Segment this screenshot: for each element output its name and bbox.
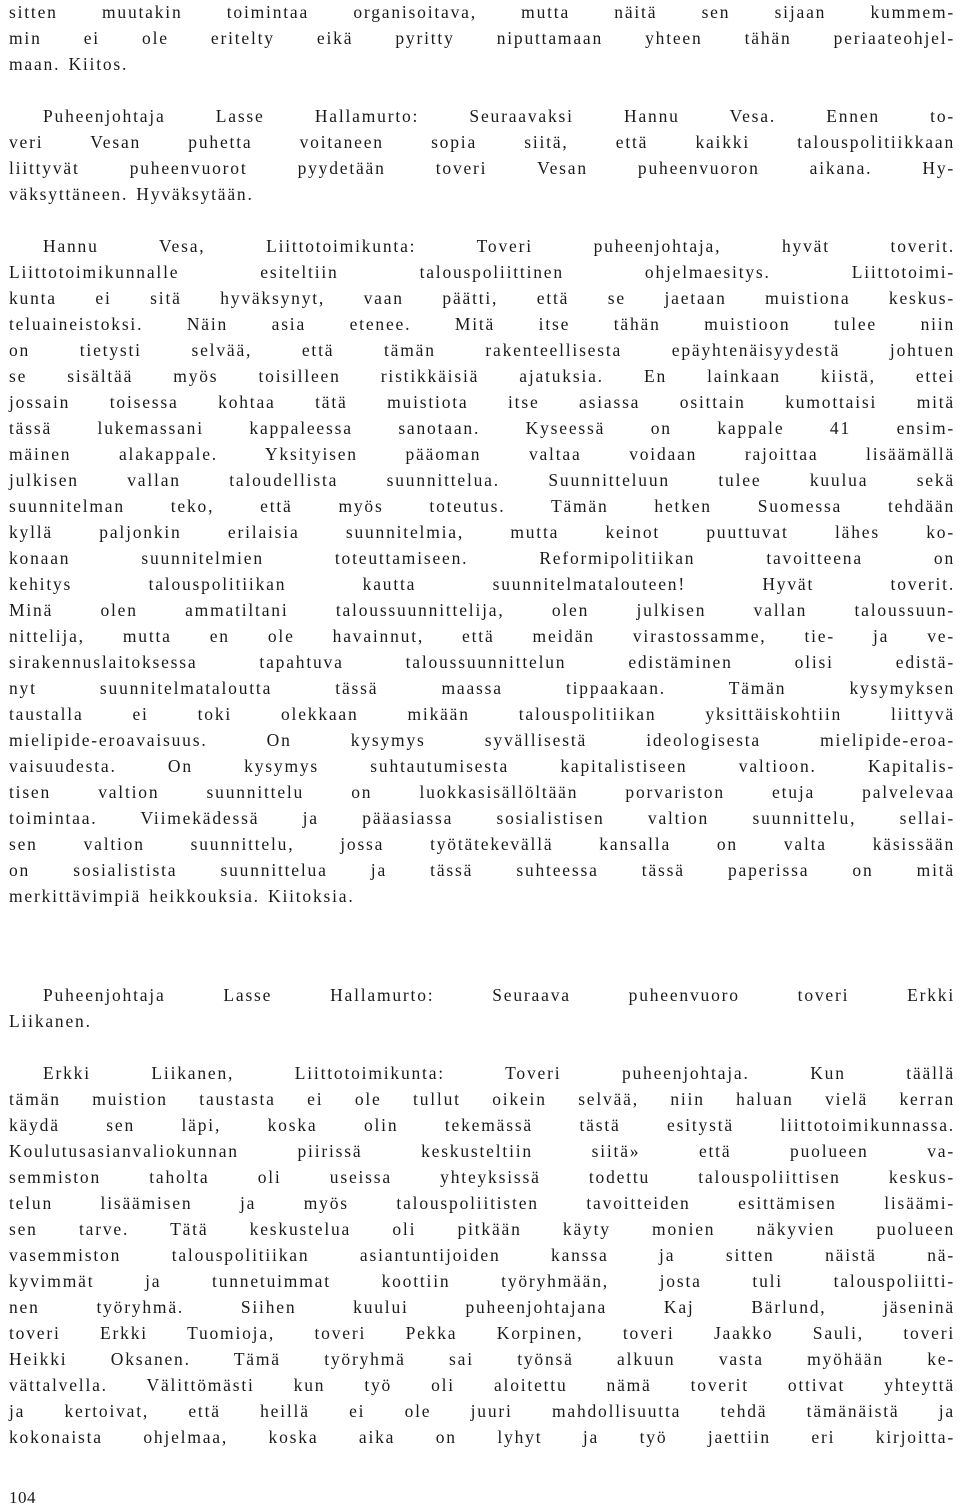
text-line: Minä olen ammatiltani taloussuunnittelija, olen julkisen vallan taloussuun- <box>9 600 955 620</box>
text-line: merkittävimpiä heikkouksia. Kiitoksia. <box>9 886 355 906</box>
text-line: vasemmiston talouspolitiikan asiantuntijoiden kanssa ja sitten näistä nä- <box>9 1245 955 1265</box>
text-line: on sosialistista suunnittelua ja tässä suhteessa tässä paperissa on mitä <box>9 860 955 880</box>
text-line: nyt suunnitelmataloutta tässä maassa tippaakaan. Tämän kysymyksen <box>9 678 955 698</box>
text-line: Koulutusasianvaliokunnan piirissä keskusteltiin siitä» että puolueen va- <box>9 1141 955 1161</box>
text-line: Erkki Liikanen, Liittotoimikunta: Toveri puheenjohtaja. Kun täällä <box>43 1063 955 1083</box>
text-line: nen työryhmä. Siihen kuului puheenjohtajana Kaj Bärlund, jäseninä <box>9 1297 955 1317</box>
text-line: sirakennuslaitoksessa tapahtuva taloussuunnittelun edistäminen olisi edistä- <box>9 652 955 672</box>
text-line: telun lisäämisen ja myös talouspoliitisten tavoitteiden esittämisen lisäämi- <box>9 1193 955 1213</box>
text-line: vaisuudesta. On kysymys suhtautumisesta kapitalistiseen valtioon. Kapitalis- <box>9 756 955 776</box>
page-number: 104 <box>9 1488 36 1507</box>
text-line: kyvimmät ja tunnetuimmat koottiin työryhmään, josta tuli talouspoliitti- <box>9 1271 955 1291</box>
text-line: se sisältää myös toisilleen ristikkäisiä ajatuksia. En lainkaan kiistä, ettei <box>9 366 955 386</box>
text-line: taustalla ei toki olekkaan mikään talouspolitiikan yksittäiskohtiin liittyvä <box>9 704 955 724</box>
text-line: mielipide-eroavaisuus. On kysymys syvällisestä ideologisesta mielipide-eroa- <box>9 730 955 750</box>
text-line: on tietysti selvää, että tämän rakenteellisesta epäyhtenäisyydestä johtuen <box>9 340 955 360</box>
text-line: kokonaista ohjelmaa, koska aika on lyhyt ja työ jaettiin eri kirjoitta- <box>9 1427 955 1447</box>
text-line: teluaineistoksi. Näin asia etenee. Mitä itse tähän muistioon tulee niin <box>9 314 955 334</box>
text-line: tässä lukemassani kappaleessa sanotaan. Kyseessä on kappale 41 ensim- <box>9 418 955 438</box>
text-line: väksyttäneen. Hyväksytään. <box>9 184 254 204</box>
text-line: Hannu Vesa, Liittotoimikunta: Toveri puheenjohtaja, hyvät toverit. <box>43 236 955 256</box>
text-line: sen tarve. Tätä keskustelua oli pitkään käyty monien näkyvien puolueen <box>9 1219 955 1239</box>
text-line: nittelija, mutta en ole havainnut, että meidän virastossamme, tie- ja ve- <box>9 626 955 646</box>
text-line: liittyvät puheenvuorot pyydetään toveri Vesan puheenvuoron aikana. Hy- <box>9 158 955 178</box>
text-line: semmiston taholta oli useissa yhteyksissä todettu talouspoliittisen keskus- <box>9 1167 955 1187</box>
text-line: konaan suunnitelmien toteuttamiseen. Reformipolitiikan tavoitteena on <box>9 548 955 568</box>
text-line: toimintaa. Viimekädessä ja pääasiassa sosialistisen valtion suunnittelu, sellai- <box>9 808 955 828</box>
text-line: Liikanen. <box>9 1011 92 1031</box>
text-line: sen valtion suunnittelu, jossa työtätekevällä kansalla on valta käsissään <box>9 834 955 854</box>
text-line: toveri Erkki Tuomioja, toveri Pekka Korpinen, toveri Jaakko Sauli, toveri <box>9 1323 955 1343</box>
text-line: min ei ole eritelty eikä pyritty niputtamaan yhteen tähän periaateohjel- <box>9 28 955 48</box>
text-line: ja kertoivat, että heillä ei ole juuri mahdollisuutta tehdä tämänäistä ja <box>9 1401 955 1421</box>
text-line: veri Vesan puhetta voitaneen sopia siitä, että kaikki talouspolitiikkaan <box>9 132 955 152</box>
text-line: maan. Kiitos. <box>9 54 129 74</box>
text-line: Heikki Oksanen. Tämä työryhmä sai työnsä alkuun vasta myöhään ke- <box>9 1349 955 1369</box>
text-line: Puheenjohtaja Lasse Hallamurto: Seuraava puheenvuoro toveri Erkki <box>43 985 955 1005</box>
text-line: suunnitelman teko, että myös toteutus. Tämän hetken Suomessa tehdään <box>9 496 955 516</box>
text-line: Puheenjohtaja Lasse Hallamurto: Seuraavaksi Hannu Vesa. Ennen to- <box>43 106 955 126</box>
text-line: jossain toisessa kohtaa tätä muistiota itse asiassa osittain kumottaisi mitä <box>9 392 955 412</box>
text-line: kunta ei sitä hyväksynyt, vaan päätti, että se jaetaan muistiona keskus- <box>9 288 955 308</box>
text-line: käydä sen läpi, koska olin tekemässä tästä esitystä liittotoimikunnassa. <box>9 1115 955 1135</box>
text-line: vättalvella. Välittömästi kun työ oli aloitettu nämä toverit ottivat yhteyttä <box>9 1375 955 1395</box>
text-line: kyllä paljonkin erilaisia suunnitelmia, mutta keinot puuttuvat lähes ko- <box>9 522 955 542</box>
text-line: tämän muistion taustasta ei ole tullut oikein selvää, niin haluan vielä kerran <box>9 1089 955 1109</box>
text-line: Liittotoimikunnalle esiteltiin talouspoliittinen ohjelmaesitys. Liittotoimi- <box>9 262 955 282</box>
text-line: mäinen alakappale. Yksityisen pääoman valtaa voidaan rajoittaa lisäämällä <box>9 444 955 464</box>
text-line: tisen valtion suunnittelu on luokkasisällöltään porvariston etuja palvelevaa <box>9 782 955 802</box>
text-line: julkisen vallan taloudellista suunnittelua. Suunnitteluun tulee kuulua sekä <box>9 470 955 490</box>
text-line: sitten muutakin toimintaa organisoitava, mutta näitä sen sijaan kummem- <box>9 2 955 22</box>
text-line: kehitys talouspolitiikan kautta suunnitelmatalouteen! Hyvät toverit. <box>9 574 955 594</box>
